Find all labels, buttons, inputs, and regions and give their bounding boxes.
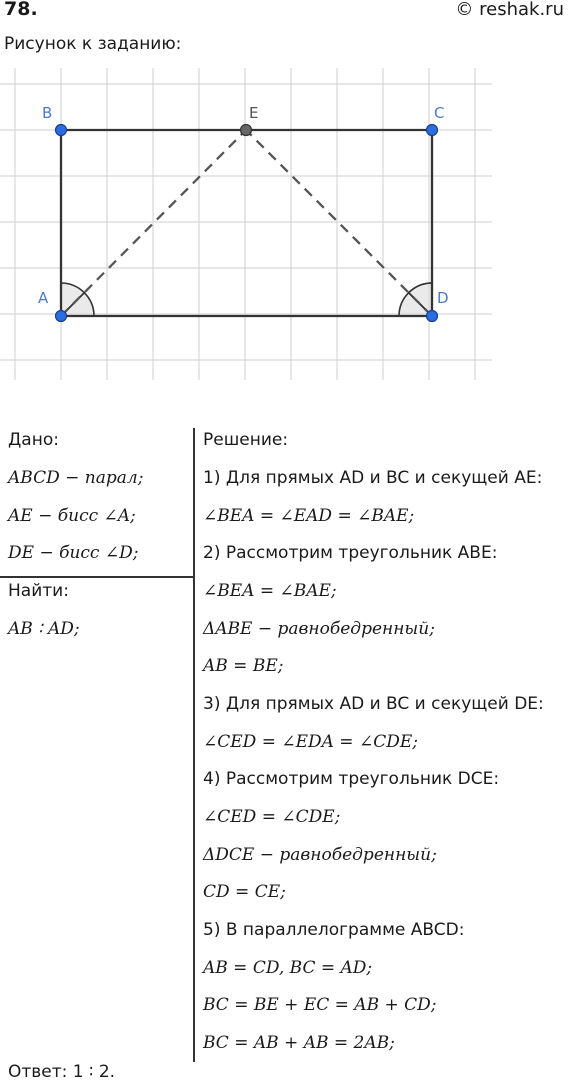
solution-line: 1) Для прямых AD и BC и секущей AE: xyxy=(203,468,543,488)
label-a: A xyxy=(38,289,49,307)
solution-line: 4) Рассмотрим треугольник DCE: xyxy=(203,769,500,789)
find-title: Найти: xyxy=(8,581,69,601)
answer: Ответ: 1 ∶ 2. xyxy=(8,1062,116,1082)
label-e: E xyxy=(249,104,259,122)
figure-caption: Рисунок к заданию: xyxy=(4,34,182,54)
grid xyxy=(0,68,492,380)
point-d xyxy=(427,311,438,322)
solution-line: ∠BEA = ∠EAD = ∠BAE; xyxy=(203,506,415,526)
solution-line: ∠CED = ∠EDA = ∠CDE; xyxy=(203,732,418,752)
point-a xyxy=(56,311,67,322)
solution-line: 3) Для прямых AD и BC и секущей DE: xyxy=(203,694,544,714)
segment-de xyxy=(246,130,432,316)
geometry-figure xyxy=(0,68,500,380)
find-line: AB ∶ AD; xyxy=(8,619,80,639)
label-d: D xyxy=(437,289,449,307)
given-find-divider xyxy=(0,576,193,578)
solution-line: AB = BE; xyxy=(203,656,284,676)
solution-line: CD = CE; xyxy=(203,882,286,902)
given-line: DE − бисс ∠D; xyxy=(8,543,139,563)
point-c xyxy=(427,125,438,136)
solution-line: ΔABE − равнобедренный; xyxy=(203,619,435,639)
label-c: C xyxy=(434,104,445,122)
solution-line: 2) Рассмотрим треугольник ABE: xyxy=(203,543,498,563)
solution-line: BC = AB + AB = 2AB; xyxy=(203,1033,395,1053)
task-number: 78. xyxy=(4,0,38,20)
given-title: Дано: xyxy=(8,430,59,450)
solution-line: BC = BE + EC = AB + CD; xyxy=(203,995,437,1015)
label-b: B xyxy=(42,104,53,122)
given-line: ABCD − парал; xyxy=(8,468,144,488)
solution-line: AB = CD, BC = AD; xyxy=(203,958,373,978)
point-e xyxy=(241,125,252,136)
given-line: AE − бисс ∠A; xyxy=(8,506,136,526)
solution-title: Решение: xyxy=(203,430,289,450)
site-credit: © reshak.ru xyxy=(455,0,564,20)
solution-line: ∠CED = ∠CDE; xyxy=(203,807,341,827)
solution-line: ∠BEA = ∠BAE; xyxy=(203,581,337,601)
column-divider xyxy=(193,428,195,1062)
point-b xyxy=(56,125,67,136)
solution-line: ΔDCE − равнобедренный; xyxy=(203,845,437,865)
solution-line: 5) В параллелограмме ABCD: xyxy=(203,920,465,940)
parallelogram-abcd xyxy=(61,130,432,316)
